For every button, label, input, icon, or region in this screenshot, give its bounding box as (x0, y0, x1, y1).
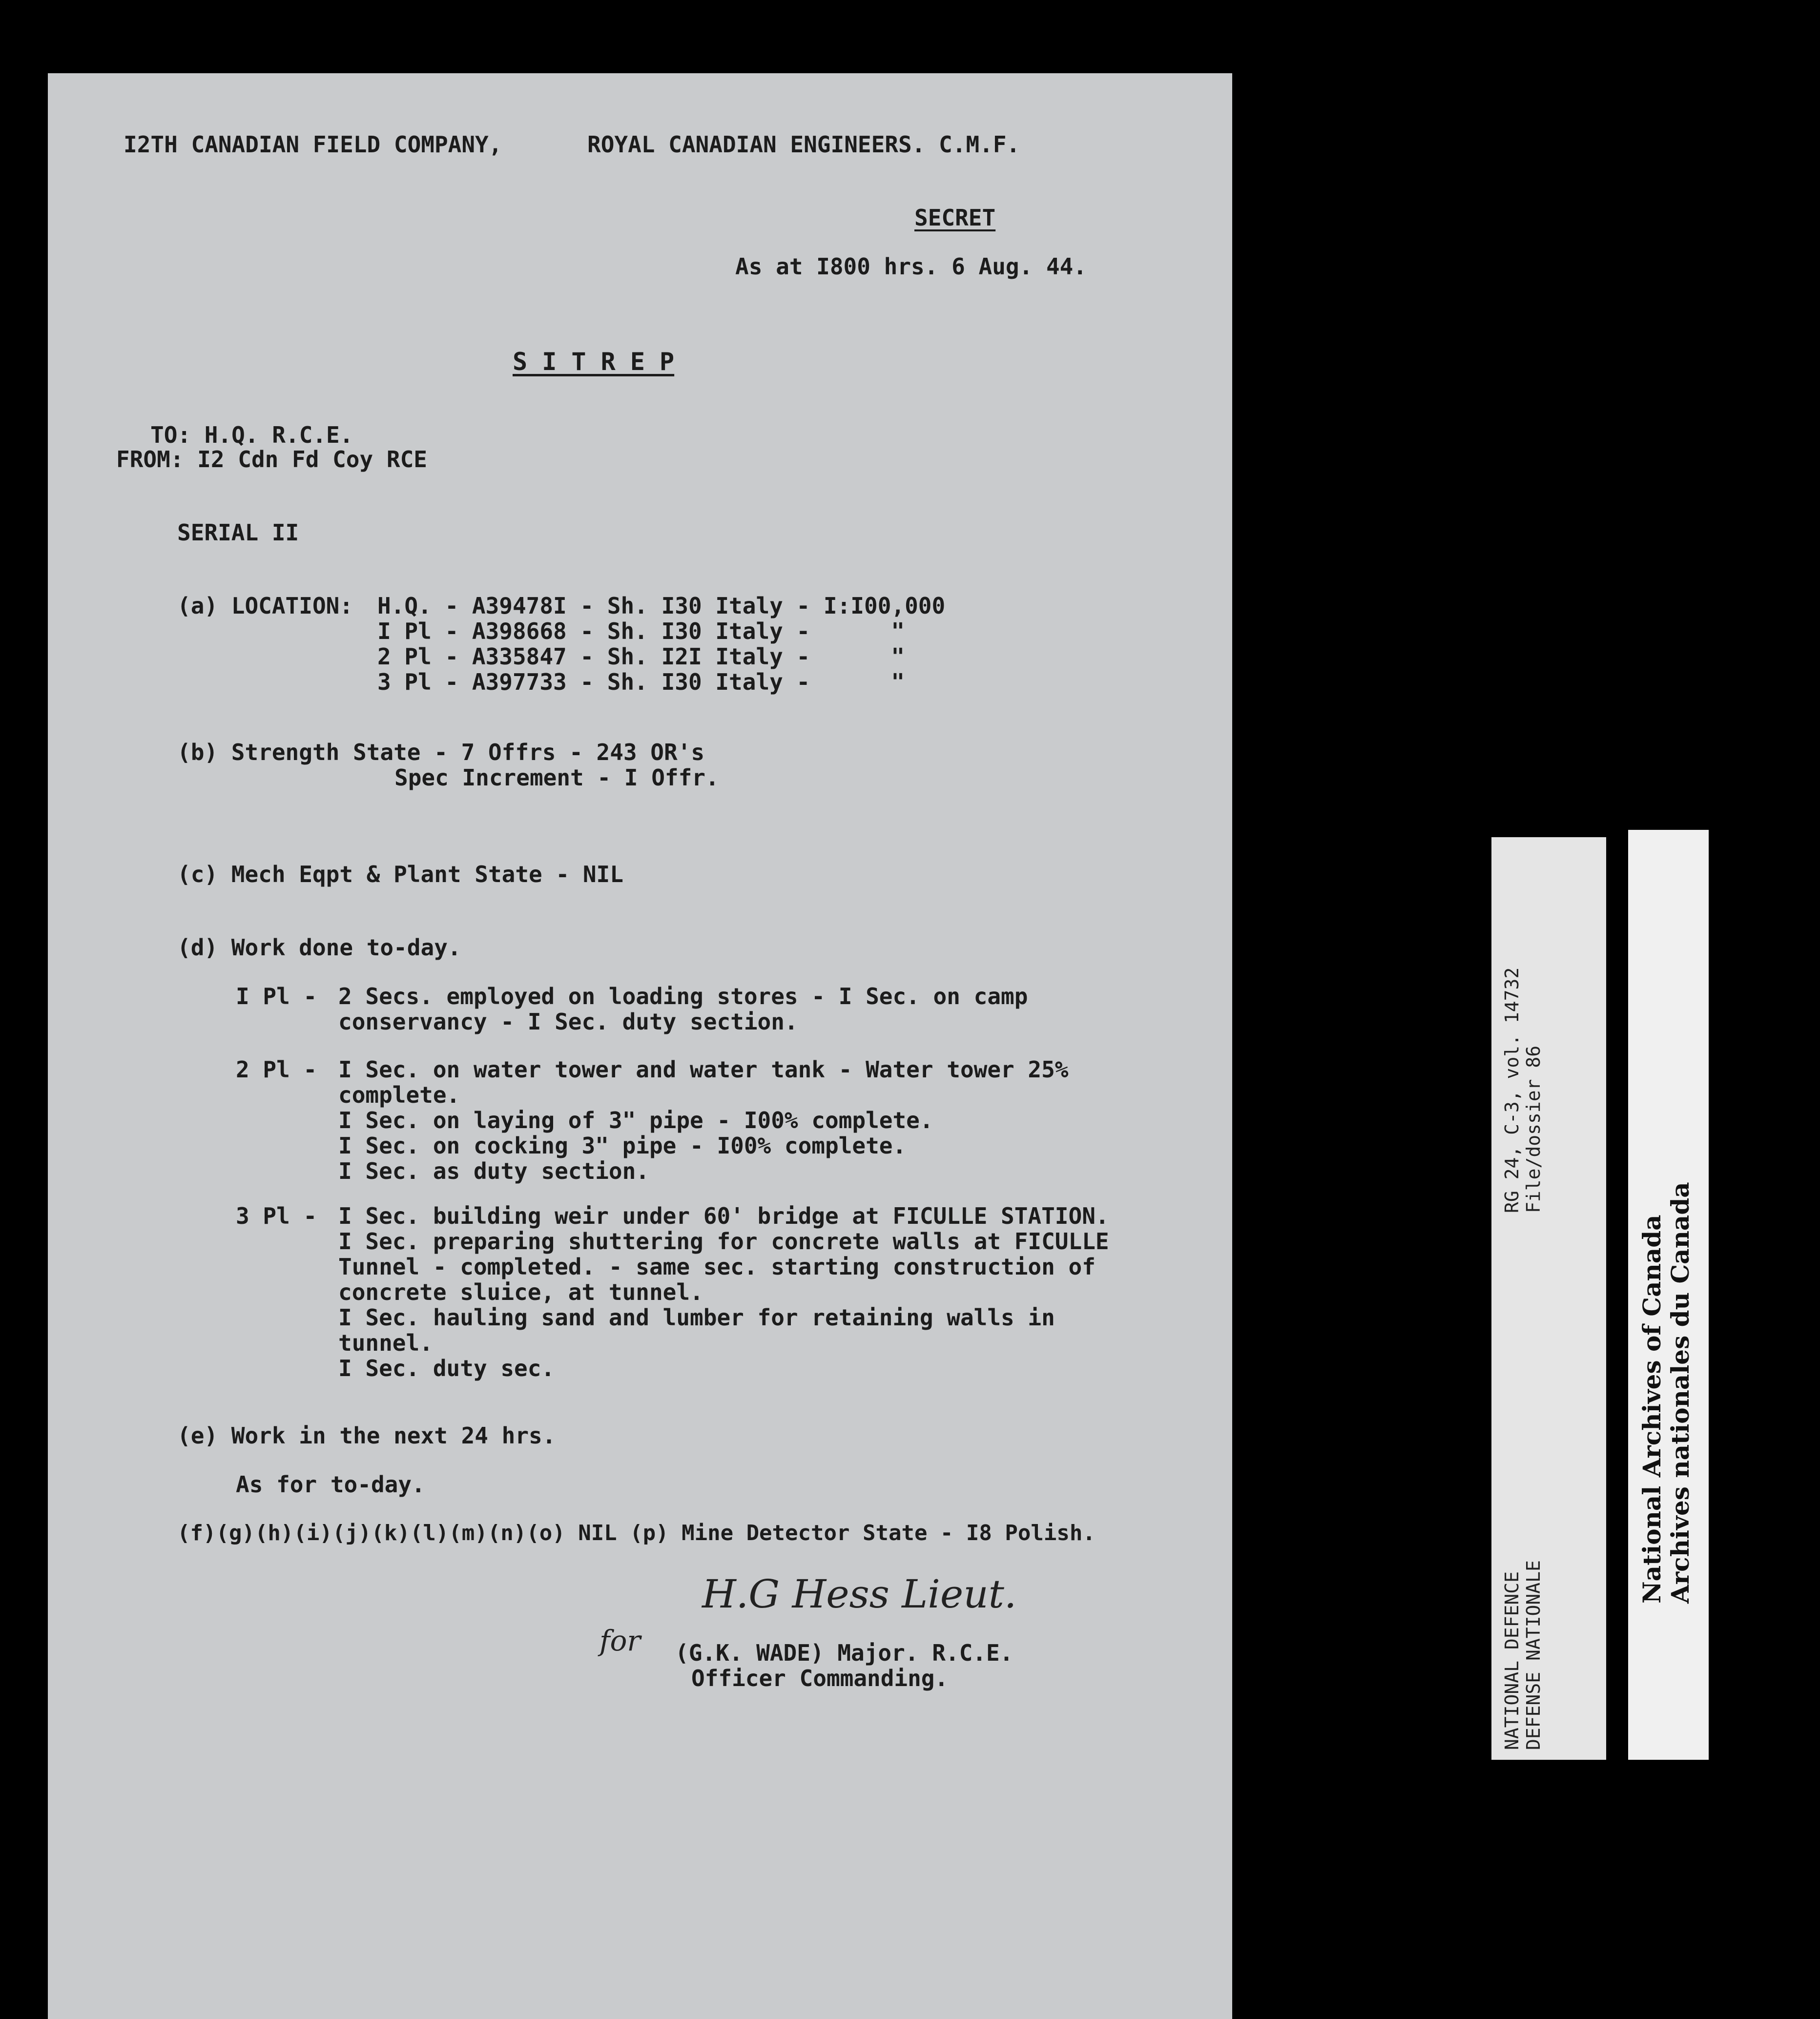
work-next-text: As for to-day. (236, 1471, 425, 1498)
document-title: S I T R E P (513, 348, 675, 376)
platoon-label: I Pl - (236, 983, 317, 1010)
work-line: I Sec. on laying of 3" pipe - I00% complete. (338, 1107, 933, 1133)
mech-eqpt-state: (c) Mech Eqpt & Plant State - NIL (177, 861, 623, 887)
location-row: H.Q. - A39478I - Sh. I30 Italy - I:I00,000 (377, 593, 946, 619)
from-line: FROM: I2 Cdn Fd Coy RCE (116, 446, 427, 473)
work-line: I Sec. as duty section. (338, 1158, 649, 1184)
archives-line: National Archives of Canada (1637, 1215, 1666, 1604)
ref-line: RG 24, C-3, vol. 14732 (1501, 967, 1523, 1213)
work-line: I Sec. duty sec. (338, 1355, 555, 1381)
work-line: complete. (338, 1082, 460, 1108)
work-line: I Sec. on water tower and water tank - Water tower 25% (338, 1056, 1069, 1083)
archive-dept-label (1501, 1560, 1544, 1750)
document-page (48, 73, 1232, 2019)
archives-canada-label (1638, 1182, 1695, 1604)
work-line: 2 Secs. employed on loading stores - I Sec. on camp (338, 983, 1028, 1010)
signatory-title: Officer Commanding. (691, 1665, 949, 1691)
serial-number: SERIAL II (177, 519, 299, 546)
work-line: I Sec. on cocking 3" pipe - I00% complete. (338, 1133, 907, 1159)
work-line: Tunnel - completed. - same sec. starting construction of (338, 1254, 1096, 1280)
as-at-time: As at I800 hrs. 6 Aug. 44. (735, 253, 1087, 280)
corps-name: ROYAL CANADIAN ENGINEERS. C.M.F. (587, 131, 1020, 158)
other-items-line: (f)(g)(h)(i)(j)(k)(l)(m)(n)(o) NIL (p) Mine Detector State - I8 Polish. (177, 1521, 1096, 1545)
to-line: TO: H.Q. R.C.E. (150, 422, 353, 448)
work-line: I Sec. hauling sand and lumber for retaining walls in (338, 1304, 1055, 1331)
work-line: I Sec. preparing shuttering for concrete walls at FICULLE (338, 1228, 1109, 1255)
spec-increment: Spec Increment - I Offr. (394, 764, 719, 791)
archive-reference-tag (1491, 837, 1606, 1760)
strength-state: (b) Strength State - 7 Offrs - 243 OR's (177, 739, 705, 765)
platoon-label: 2 Pl - (236, 1056, 317, 1083)
location-label: (a) LOCATION: (177, 593, 353, 619)
archives-line: Archives nationales du Canada (1666, 1182, 1695, 1604)
work-today-heading: (d) Work done to-day. (177, 934, 461, 961)
archives-canada-tag (1628, 830, 1709, 1760)
work-line: tunnel. (338, 1330, 433, 1356)
dept-line: DEFENSE NATIONALE (1523, 1560, 1544, 1750)
classification: SECRET (914, 205, 996, 231)
location-row: 2 Pl - A335847 - Sh. I2I Italy - " (377, 643, 905, 670)
signature-for: for (600, 1624, 641, 1657)
work-line: I Sec. building weir under 60' bridge at FICULLE STATION. (338, 1203, 1109, 1229)
location-row: 3 Pl - A397733 - Sh. I30 Italy - " (377, 669, 905, 695)
signatory-name: (G.K. WADE) Major. R.C.E. (675, 1640, 1013, 1666)
archive-ref-label (1501, 968, 1544, 1213)
dept-line: NATIONAL DEFENCE (1501, 1571, 1523, 1750)
work-line: concrete sluice, at tunnel. (338, 1279, 703, 1305)
ref-line: File/dossier 86 (1523, 1045, 1544, 1213)
handwritten-signature: H.G Hess Lieut. (702, 1571, 1017, 1617)
work-next-heading: (e) Work in the next 24 hrs. (177, 1422, 556, 1449)
location-row: I Pl - A398668 - Sh. I30 Italy - " (377, 618, 905, 644)
platoon-label: 3 Pl - (236, 1203, 317, 1229)
work-line: conservancy - I Sec. duty section. (338, 1009, 798, 1035)
unit-name: I2TH CANADIAN FIELD COMPANY, (124, 131, 502, 158)
